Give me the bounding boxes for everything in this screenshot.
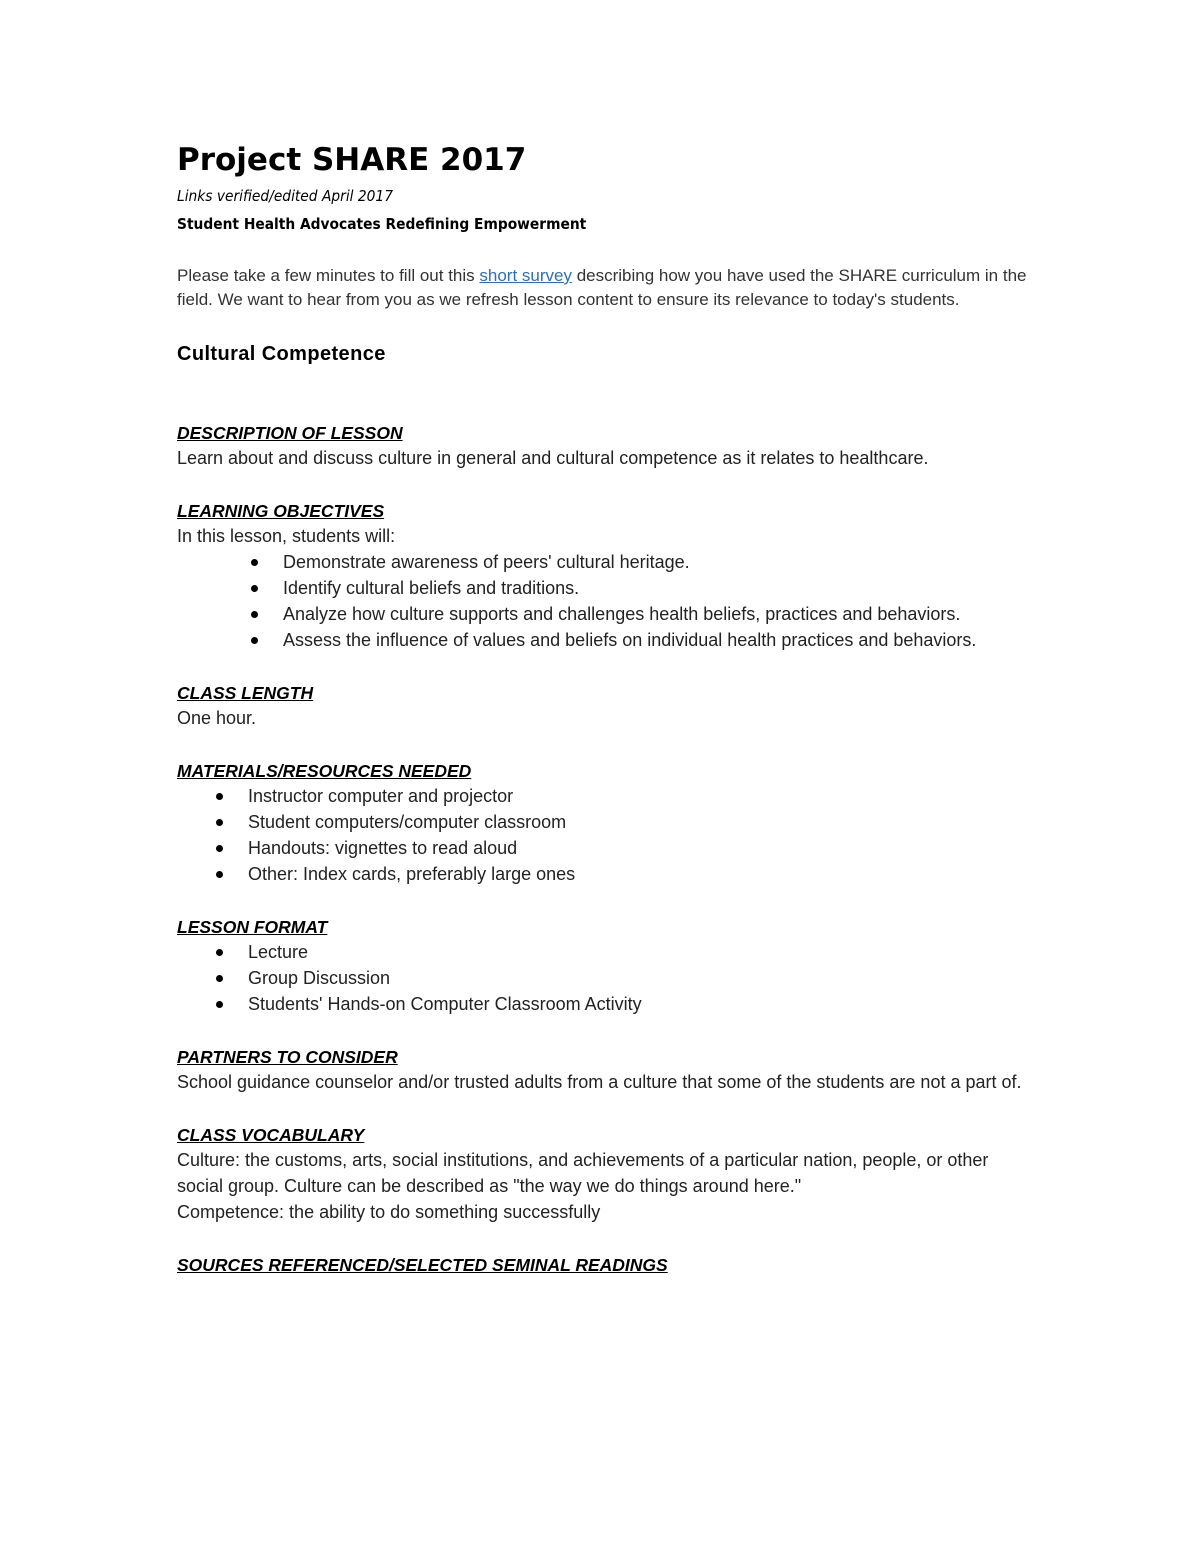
bullet-icon (216, 845, 223, 852)
objectives-list (177, 549, 1037, 653)
intro-text-before: Please take a few minutes to fill out this (177, 266, 480, 285)
materials-section (177, 759, 1037, 887)
bullet-icon (216, 975, 223, 982)
short-survey-link[interactable]: short survey (479, 266, 572, 285)
list-item: Assess the influence of values and beliefs on individual health practices and behaviors. (177, 627, 1037, 653)
class-length-section (177, 681, 1037, 731)
list-item: Identify cultural beliefs and traditions. (177, 575, 1037, 601)
materials-list (177, 783, 1037, 887)
list-item: Students' Hands-on Computer Classroom Activity (177, 991, 1037, 1017)
objectives-section (177, 499, 1037, 653)
document-content (177, 140, 1037, 1277)
description-text: Learn about and discuss culture in general and cultural competence as it relates to healthcare. (177, 448, 929, 468)
class-length-heading: CLASS LENGTH (177, 683, 314, 703)
bullet-icon (251, 585, 258, 592)
bullet-icon (216, 949, 223, 956)
list-item: Group Discussion (177, 965, 1037, 991)
survey-intro (177, 264, 1037, 311)
bullet-icon (251, 559, 258, 566)
format-section (177, 915, 1037, 1017)
description-heading: DESCRIPTION OF LESSON (177, 423, 403, 443)
list-item: Other: Index cards, preferably large ones (177, 861, 1037, 887)
sources-heading: SOURCES REFERENCED/SELECTED SEMINAL READINGS (177, 1255, 668, 1275)
list-item: Demonstrate awareness of peers' cultural heritage. (177, 549, 1037, 575)
list-item: Lecture (177, 939, 1037, 965)
vocabulary-heading: CLASS VOCABULARY (177, 1125, 365, 1145)
vocabulary-section (177, 1123, 1037, 1225)
bullet-icon (216, 871, 223, 878)
sources-section (177, 1253, 1037, 1277)
list-item: Instructor computer and projector (177, 783, 1037, 809)
vocabulary-competence: Competence: the ability to do something successfully (177, 1202, 601, 1222)
description-section (177, 421, 1037, 471)
list-item: Analyze how culture supports and challenges health beliefs, practices and behaviors. (177, 601, 1037, 627)
bullet-icon (216, 793, 223, 800)
class-length-text: One hour. (177, 708, 257, 728)
format-heading: LESSON FORMAT (177, 917, 328, 937)
objectives-intro: In this lesson, students will: (177, 526, 396, 546)
list-item: Student computers/computer classroom (177, 809, 1037, 835)
partners-text: School guidance counselor and/or trusted adults from a culture that some of the students are not a part of. (177, 1072, 1022, 1092)
bullet-icon (251, 611, 258, 618)
objectives-heading: LEARNING OBJECTIVES (177, 501, 385, 521)
bullet-icon (216, 1001, 223, 1008)
links-verified-note: Links verified/edited April 2017 (177, 187, 393, 205)
intro-text-after: describing how you have used the SHARE curriculum in the field. We want to hear from you as we refresh lesson content to ensure its relevance to today's students. (177, 266, 1027, 309)
partners-heading: PARTNERS TO CONSIDER (177, 1047, 398, 1067)
format-list (177, 939, 1037, 1017)
program-subtitle: Student Health Advocates Redefining Empowerment (177, 215, 587, 233)
bullet-icon (251, 637, 258, 644)
partners-section (177, 1045, 1037, 1095)
page-title: Project SHARE 2017 (177, 142, 527, 178)
bullet-icon (216, 819, 223, 826)
materials-heading: MATERIALS/RESOURCES NEEDED (177, 761, 472, 781)
vocabulary-culture: Culture: the customs, arts, social institutions, and achievements of a particular nation, people, or other social group. Culture can be described as "the way we do things around here." (177, 1150, 989, 1196)
list-item: Handouts: vignettes to read aloud (177, 835, 1037, 861)
lesson-title: Cultural Competence (177, 343, 386, 365)
